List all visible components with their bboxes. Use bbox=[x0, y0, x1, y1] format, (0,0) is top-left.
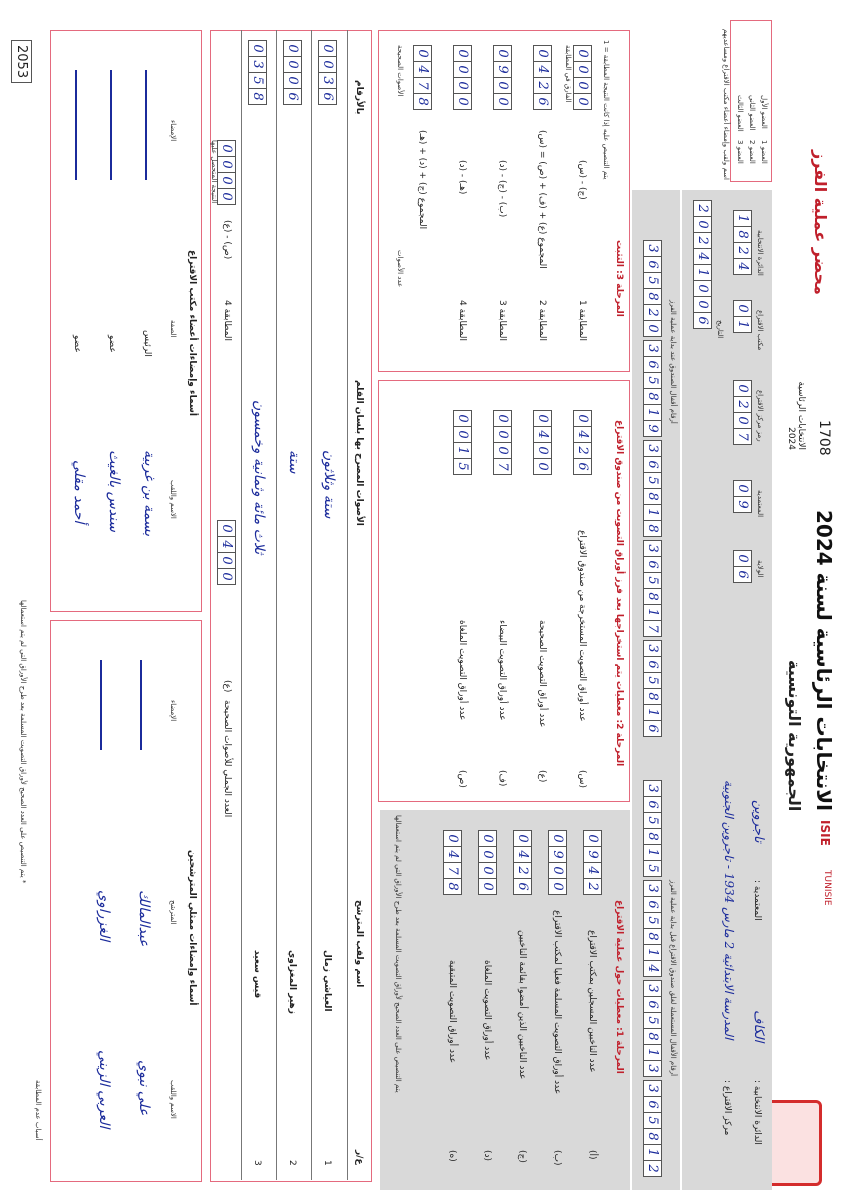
digit: 6 bbox=[318, 88, 337, 105]
digit: 5 bbox=[643, 1012, 662, 1029]
results-header-num: ع/ر bbox=[354, 1150, 364, 1165]
digit: 0 bbox=[493, 93, 512, 110]
digit: 9 bbox=[493, 61, 512, 78]
results-total-value bbox=[217, 520, 236, 584]
digit: 1 bbox=[643, 604, 662, 621]
stage3-eq5-formula: المجموع (ج) + (د) + (هـ) bbox=[417, 130, 427, 230]
digit: 4 bbox=[533, 61, 552, 78]
stage3-sub-right: عدد الأصوات bbox=[396, 250, 404, 288]
digit: 0 bbox=[533, 45, 552, 62]
digit: 3 bbox=[643, 240, 662, 257]
digit: 8 bbox=[643, 388, 662, 405]
digit: 0 bbox=[283, 56, 302, 73]
digit: 9 bbox=[548, 846, 567, 863]
center-label: مركز الاقتراع : bbox=[722, 1080, 732, 1136]
digit: 0 bbox=[733, 412, 752, 429]
footer-note-2: * يتم التنصيص على العدد الصحيح لأوراق التصويت المسلمة بعد طرح الأوراق التي لم يتم استعمالها bbox=[19, 600, 27, 884]
member-signature bbox=[75, 70, 77, 180]
top-table-r2: العضو 2 bbox=[748, 140, 756, 164]
member-row-role: الرئيس bbox=[142, 330, 152, 357]
doc-number: 1708 bbox=[816, 420, 832, 456]
stage2-row4-label: عدد أوراق التصويت الملغاة bbox=[457, 620, 467, 721]
digit: 1 bbox=[643, 404, 662, 421]
stage3-note: يتم التنصيص عليه إذا كانت النتيجة المطابقة = 1 bbox=[602, 40, 610, 180]
digit: 0 bbox=[217, 568, 236, 585]
digit: 0 bbox=[453, 410, 472, 427]
representatives-title: أسماء وإمضاءات ممثلي المترشحين bbox=[187, 850, 197, 1006]
digit: 8 bbox=[643, 688, 662, 705]
lock-7 bbox=[643, 440, 662, 536]
digit: 1 bbox=[643, 1044, 662, 1061]
digit: 5 bbox=[643, 372, 662, 389]
stage1-row4-value bbox=[478, 830, 497, 894]
digit: 0 bbox=[318, 56, 337, 73]
members-table bbox=[50, 30, 202, 612]
digit: 1 bbox=[643, 1144, 662, 1161]
lock-4 bbox=[643, 780, 662, 876]
result-row-digits bbox=[283, 40, 302, 104]
digit: 6 bbox=[693, 312, 712, 329]
republic-label: الجمهورية التونسية bbox=[785, 660, 804, 812]
digit: 1 bbox=[733, 316, 752, 333]
digit: 5 bbox=[643, 472, 662, 489]
digit: 6 bbox=[733, 566, 752, 583]
digit: 9 bbox=[583, 846, 602, 863]
minutes-title: محضر عملية الفرز bbox=[811, 150, 830, 295]
top-table-c3: العضو الثالث bbox=[736, 95, 744, 132]
digit: 0 bbox=[478, 830, 497, 847]
result-row-name: قيس سعيد bbox=[252, 950, 262, 999]
member-col-name: الاسم واللقب bbox=[169, 480, 177, 519]
digit: 0 bbox=[443, 830, 462, 847]
center-code-label: رمز مركز الاقتراع bbox=[756, 390, 764, 442]
member-signature bbox=[145, 70, 147, 180]
digit: 3 bbox=[643, 640, 662, 657]
stage2-row4-tag: (ص) bbox=[457, 770, 467, 788]
stage1-check-note: يتم التنصيص على العدد الصحيح لأوراق التصويت المسلمة بعد طرح الأوراق التي لم يتم استعمالها bbox=[394, 815, 402, 1093]
digit: 6 bbox=[643, 456, 662, 473]
member-signature bbox=[110, 70, 112, 180]
digit: 0 bbox=[453, 77, 472, 94]
digit: 4 bbox=[413, 61, 432, 78]
lock-2 bbox=[643, 980, 662, 1076]
digit: 7 bbox=[733, 428, 752, 445]
digit: 8 bbox=[733, 226, 752, 243]
stage1-row3-value bbox=[513, 830, 532, 894]
stage2-row1-value bbox=[573, 410, 592, 474]
rep-row-candidate: الغزراوي bbox=[96, 890, 112, 942]
election-logo: الانتخابات الرئاسية 2024 bbox=[786, 381, 806, 450]
digit: 6 bbox=[643, 656, 662, 673]
digit: 0 bbox=[533, 442, 552, 459]
digit: 0 bbox=[643, 320, 662, 337]
digit: 0 bbox=[733, 380, 752, 397]
digit: 6 bbox=[513, 878, 532, 895]
digit: 0 bbox=[318, 40, 337, 57]
digit: 0 bbox=[493, 442, 512, 459]
digit: 1 bbox=[643, 704, 662, 721]
digit: 6 bbox=[573, 458, 592, 475]
digit: 2 bbox=[643, 1160, 662, 1177]
page-number: 2053 bbox=[11, 40, 32, 83]
digit: 0 bbox=[693, 216, 712, 233]
digit: 3 bbox=[643, 340, 662, 357]
digit: 3 bbox=[248, 56, 267, 73]
stage1-row4-label: عدد أوراق التصويت الملغاة bbox=[482, 960, 492, 1061]
results-header-rule bbox=[347, 30, 348, 1180]
digit: 0 bbox=[573, 93, 592, 110]
member-col-signature: الإمضاء bbox=[169, 120, 177, 142]
member-row-name: سندس بالغيث bbox=[106, 450, 122, 532]
digit: 0 bbox=[513, 830, 532, 847]
digit: 6 bbox=[643, 1096, 662, 1113]
digit: 0 bbox=[733, 480, 752, 497]
digit: 4 bbox=[513, 846, 532, 863]
results-total-tag: (ع) bbox=[222, 680, 232, 693]
digit: 8 bbox=[643, 928, 662, 945]
footer-note: أسباب عدم المطابقة bbox=[34, 1080, 42, 1141]
results-header-digits: بالأرقام bbox=[354, 80, 364, 115]
digit: 0 bbox=[693, 296, 712, 313]
digit: 0 bbox=[493, 426, 512, 443]
stage3-eq2-value bbox=[533, 45, 552, 109]
stage3-eq1-sub: الفارق في المطابقة bbox=[564, 45, 572, 103]
representatives-table bbox=[50, 620, 202, 1182]
digit: 2 bbox=[573, 442, 592, 459]
digit: 6 bbox=[643, 556, 662, 573]
digit: 0 bbox=[548, 830, 567, 847]
rep-row-name: العربي الزيني bbox=[96, 1050, 112, 1129]
locks-intro: أرقام الأقفال المستعملة لغلق صندوق الاقتراع قبل بداية عملية الفرز bbox=[669, 880, 677, 1077]
digit: 2 bbox=[693, 232, 712, 249]
digit: 0 bbox=[453, 426, 472, 443]
stage1-row5-tag: (ه) bbox=[447, 1150, 457, 1162]
stage1-row5-label: عدد أوراق التصويت المتبقية bbox=[447, 960, 457, 1064]
stage3-eq3-formula: (ب) - (ج) - (د) bbox=[497, 160, 507, 218]
digit: 8 bbox=[643, 520, 662, 537]
digit: 0 bbox=[733, 550, 752, 567]
digit: 2 bbox=[513, 862, 532, 879]
digit: 1 bbox=[643, 944, 662, 961]
digit: 4 bbox=[533, 426, 552, 443]
stage1-row2-label: عدد أوراق التصويت المسلمة فعليا لمكتب الاقتراع bbox=[552, 910, 562, 1095]
stage3-sub-left: الأصوات الصحيحة bbox=[396, 45, 404, 97]
stage1-row1-tag: (أ) bbox=[587, 1150, 597, 1160]
member-col-role: الصفة bbox=[169, 320, 177, 338]
stage3-eq3-value bbox=[493, 45, 512, 109]
top-table-c1: العضو الأول bbox=[760, 95, 768, 129]
district-code bbox=[733, 210, 752, 274]
rep-row-name: علي نبوي bbox=[136, 1060, 152, 1116]
stage2-row1-tag: (س) bbox=[577, 770, 587, 789]
stage3-eq2-label: المطابقة 2 bbox=[537, 300, 547, 342]
digit: 0 bbox=[453, 45, 472, 62]
top-table-r1: العضو 1 bbox=[760, 140, 768, 164]
delegation-label: المعتمدية bbox=[756, 490, 764, 518]
digit: 5 bbox=[643, 860, 662, 877]
digit: 2 bbox=[733, 396, 752, 413]
digit: 0 bbox=[573, 61, 592, 78]
results-row-rule bbox=[311, 30, 312, 1180]
rep-col-name: الاسم واللقب bbox=[169, 1080, 177, 1119]
stage3-title: المرحلة 3: التثبت bbox=[614, 240, 624, 317]
digit: 5 bbox=[643, 572, 662, 589]
digit: 9 bbox=[643, 420, 662, 437]
digit: 5 bbox=[248, 72, 267, 89]
state-label: الولاية bbox=[756, 560, 764, 578]
digit: 8 bbox=[643, 1028, 662, 1045]
document-title: الانتخابات الرئاسية لسنة 2024 bbox=[812, 510, 836, 811]
top-table-note: اسم ولقب وإمضاء أعضاء مكتب الاقتراع ومساعديهم bbox=[722, 28, 730, 180]
locks-closing-note: أرقام أقفال الصندوق عند بداية عملية الفرز bbox=[669, 300, 677, 424]
digit: 7 bbox=[493, 458, 512, 475]
digit: 0 bbox=[533, 410, 552, 427]
digit: 5 bbox=[643, 1112, 662, 1129]
tunisie-label: TUNISIE bbox=[822, 870, 832, 906]
municipality-label: المعتمدية : bbox=[752, 880, 762, 921]
lock-6 bbox=[643, 540, 662, 636]
digit: 0 bbox=[453, 61, 472, 78]
digit: 1 bbox=[643, 844, 662, 861]
office-code bbox=[733, 300, 752, 332]
digit: 6 bbox=[283, 88, 302, 105]
digit: 1 bbox=[733, 210, 752, 227]
digit: 6 bbox=[643, 796, 662, 813]
stage3-eq2-formula: المجموع (ع) + (ف) + (ص) = (س) bbox=[537, 130, 547, 269]
digit: 2 bbox=[643, 304, 662, 321]
digit: 9 bbox=[733, 496, 752, 513]
center-code bbox=[733, 380, 752, 444]
digit: 0 bbox=[217, 156, 236, 173]
stage2-row2-value bbox=[533, 410, 552, 474]
digit: 3 bbox=[643, 440, 662, 457]
digit: 0 bbox=[217, 172, 236, 189]
rep-signature bbox=[140, 660, 142, 750]
rep-signature bbox=[100, 660, 102, 750]
digit: 0 bbox=[413, 45, 432, 62]
digit: 5 bbox=[643, 672, 662, 689]
date-label: التاريخ bbox=[716, 320, 724, 339]
results-total-label: العدد الجملي للأصوات الصحيحة bbox=[222, 700, 232, 818]
digit: 4 bbox=[443, 846, 462, 863]
results-header-name: اسم ولقب المترشح bbox=[354, 900, 364, 988]
rep-row-candidate: عبدالمالك bbox=[136, 890, 152, 947]
result-row-digits bbox=[248, 40, 267, 104]
member-row-role: عضو bbox=[72, 335, 82, 353]
stage2-row3-label: عدد أوراق التصويت البيضاء bbox=[497, 620, 507, 721]
member-row-name: بسمة بن غربية bbox=[141, 450, 157, 537]
stage3-eq1-label: المطابقة 1 bbox=[577, 300, 587, 342]
digit: 3 bbox=[643, 880, 662, 897]
top-table-r3: العضو 3 bbox=[736, 140, 744, 164]
digit: 0 bbox=[217, 552, 236, 569]
digit: 0 bbox=[573, 410, 592, 427]
results-row-rule bbox=[241, 30, 242, 1180]
rep-col-candidate: المترشح bbox=[169, 900, 177, 925]
digit: 0 bbox=[478, 862, 497, 879]
digit: 3 bbox=[643, 980, 662, 997]
stage2-row3-tag: (ف) bbox=[497, 770, 507, 787]
top-table-c2: العضو الثاني bbox=[748, 95, 756, 131]
digit: 0 bbox=[453, 93, 472, 110]
results-eq-value bbox=[217, 140, 236, 204]
result-row-num: 2 bbox=[287, 1160, 297, 1166]
digit: 0 bbox=[548, 878, 567, 895]
stage1-row3-tag: (ج) bbox=[517, 1150, 527, 1163]
district-label: الدائرة الانتخابية : bbox=[752, 1080, 762, 1145]
result-row-num: 1 bbox=[322, 1160, 332, 1166]
digit: 7 bbox=[413, 77, 432, 94]
digit: 1 bbox=[453, 442, 472, 459]
digit: 8 bbox=[413, 93, 432, 110]
isie-label: ISIE bbox=[818, 820, 832, 846]
stage2-row2-tag: (ع) bbox=[537, 770, 547, 783]
digit: 8 bbox=[643, 288, 662, 305]
rep-col-signature: الإمضاء bbox=[169, 700, 177, 722]
digit: 5 bbox=[643, 272, 662, 289]
digit: 2 bbox=[583, 878, 602, 895]
digit: 4 bbox=[693, 248, 712, 265]
district-value: الكاف bbox=[751, 1010, 766, 1043]
delegation-code bbox=[733, 480, 752, 512]
results-header-words: الأصوات المصرح بها بلسان القلم bbox=[354, 380, 364, 526]
digit: 3 bbox=[643, 780, 662, 797]
result-row-words: ستة bbox=[286, 450, 302, 474]
digit: 3 bbox=[643, 1060, 662, 1077]
digit: 8 bbox=[443, 878, 462, 895]
stage2-row4-value bbox=[453, 410, 472, 474]
digit: 6 bbox=[643, 896, 662, 913]
digit: 0 bbox=[548, 862, 567, 879]
stage2-title: المرحلة 2: معطيات يتم استخراجها بعد فرز أوراق التصويت من صندوق الاقتراع bbox=[614, 420, 624, 767]
result-row-num: 3 bbox=[252, 1160, 262, 1166]
member-row-role: عضو bbox=[107, 335, 117, 353]
digit: 6 bbox=[643, 720, 662, 737]
digit: 7 bbox=[643, 620, 662, 637]
results-eq-formula: (ص) - (ع) bbox=[222, 220, 232, 260]
lock-3 bbox=[643, 880, 662, 976]
digit: 6 bbox=[533, 93, 552, 110]
digit: 6 bbox=[643, 256, 662, 273]
date-boxes bbox=[693, 200, 712, 328]
digit: 8 bbox=[643, 488, 662, 505]
stage3-eq4-value bbox=[453, 45, 472, 109]
results-row-rule bbox=[276, 30, 277, 1180]
digit: 2 bbox=[533, 77, 552, 94]
result-row-name: العياشي زمال bbox=[322, 950, 332, 1012]
digit: 8 bbox=[248, 88, 267, 105]
member-row-name: أحمد مقلي bbox=[71, 460, 87, 524]
stage1-row2-value bbox=[548, 830, 567, 894]
digit: 8 bbox=[643, 828, 662, 845]
digit: 0 bbox=[478, 846, 497, 863]
digit: 0 bbox=[217, 520, 236, 537]
result-row-words: ستة وثلاثون bbox=[321, 450, 337, 519]
digit: 4 bbox=[583, 862, 602, 879]
digit: 4 bbox=[643, 960, 662, 977]
members-title: أسماء وإمضاءات أعضاء مكتب الاقتراع bbox=[187, 250, 197, 416]
digit: 8 bbox=[643, 1128, 662, 1145]
lock-9 bbox=[643, 240, 662, 336]
results-equation: المطابقة 4 bbox=[222, 300, 232, 342]
municipality-value: تاجروين bbox=[751, 800, 766, 843]
stage3-eq1-value bbox=[573, 45, 592, 109]
digit: 0 bbox=[493, 410, 512, 427]
digit: 3 bbox=[643, 540, 662, 557]
digit: 6 bbox=[643, 356, 662, 373]
stage1-row2-tag: (ب) bbox=[552, 1150, 562, 1166]
digit: 3 bbox=[643, 1080, 662, 1097]
digit: 0 bbox=[217, 140, 236, 157]
stage2-row1-label: عدد أوراق التصويت المستخرجة من صندوق الاقتراع bbox=[577, 530, 587, 722]
digit: 5 bbox=[643, 912, 662, 929]
digit: 1 bbox=[643, 504, 662, 521]
digit: 0 bbox=[248, 40, 267, 57]
digit: 0 bbox=[573, 77, 592, 94]
lock-1 bbox=[643, 1080, 662, 1176]
digit: 0 bbox=[283, 40, 302, 57]
digit: 0 bbox=[693, 280, 712, 297]
result-row-words: ثلاث مائة وثمانية وخمسون bbox=[251, 400, 267, 555]
center-value: المدرسة الابتدائية 2 مارس 1934 - تاجروين الجنوبية bbox=[722, 780, 736, 1040]
stage1-row1-label: عدد الناخبين المسجلين بمكتب الاقتراع bbox=[587, 930, 597, 1073]
stage1-row3-label: عدد الناخبين الذين أمضوا بقائمة الناخبين bbox=[517, 930, 527, 1080]
stage1-row4-tag: (د) bbox=[482, 1150, 492, 1162]
office-label: مكتب الاقتراع bbox=[756, 310, 764, 351]
digit: 0 bbox=[478, 878, 497, 895]
digit: 6 bbox=[643, 996, 662, 1013]
lock-5 bbox=[643, 640, 662, 736]
digit: 7 bbox=[443, 862, 462, 879]
stage3-eq4-formula: (هـ) - (د) bbox=[457, 160, 467, 195]
stage3-eq1-formula: (ج) - (س) bbox=[577, 160, 587, 200]
digit: 0 bbox=[217, 188, 236, 205]
stage2-row2-label: عدد أوراق التصويت الصحيحة bbox=[537, 620, 547, 728]
digit: 4 bbox=[573, 426, 592, 443]
digit: 0 bbox=[493, 45, 512, 62]
digit: 4 bbox=[217, 536, 236, 553]
digit: 4 bbox=[733, 258, 752, 275]
results-eq-sub: النتيجة المتحصل عليها bbox=[210, 140, 218, 204]
digit: 0 bbox=[493, 77, 512, 94]
digit: 2 bbox=[733, 242, 752, 259]
digit: 3 bbox=[318, 72, 337, 89]
stage1-row1-value bbox=[583, 830, 602, 894]
digit: 8 bbox=[643, 588, 662, 605]
result-row-name: زهير المغزاوي bbox=[287, 950, 297, 1014]
digit: 0 bbox=[283, 72, 302, 89]
result-row-digits bbox=[318, 40, 337, 104]
digit: 5 bbox=[643, 812, 662, 829]
state-code bbox=[733, 550, 752, 582]
stage3-eq3-label: المطابقة 3 bbox=[497, 300, 507, 342]
digit: 2 bbox=[693, 200, 712, 217]
stage1-row5-value bbox=[443, 830, 462, 894]
stage3-eq4-label: المطابقة 4 bbox=[457, 300, 467, 342]
digit: 0 bbox=[573, 45, 592, 62]
digit: 5 bbox=[453, 458, 472, 475]
stage2-row3-value bbox=[493, 410, 512, 474]
stage1-title: المرحلة 1: معطيات حول عملية الاقتراع bbox=[614, 900, 624, 1074]
digit: 1 bbox=[693, 264, 712, 281]
digit: 0 bbox=[733, 300, 752, 317]
digit: 0 bbox=[533, 458, 552, 475]
digit: 0 bbox=[583, 830, 602, 847]
stage3-eq5-value bbox=[413, 45, 432, 109]
district-code-label: الدائرة الانتخابية bbox=[756, 230, 764, 276]
lock-8 bbox=[643, 340, 662, 436]
